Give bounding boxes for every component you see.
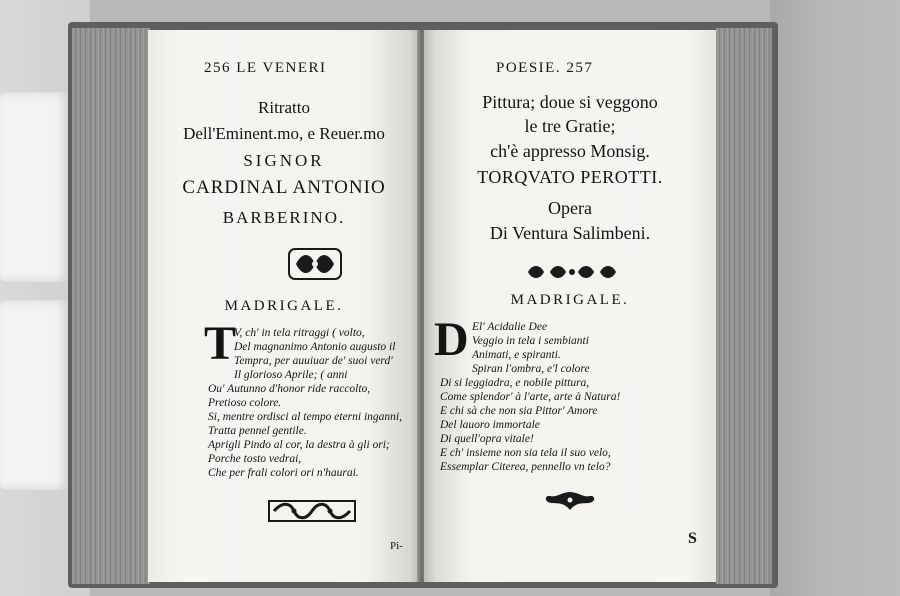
- right-section-title: MADRIGALE.: [510, 292, 630, 308]
- right-page-header: POESIE. 257: [496, 60, 594, 76]
- right-title-line-6: Di Ventura Salimbeni.: [489, 223, 651, 243]
- right-verse-line-4: Spiran l'ombra, e'l colore: [472, 363, 590, 375]
- left-drop-cap: T: [204, 317, 237, 370]
- right-verse-line-8: Del lauoro immortale: [440, 419, 540, 431]
- left-title-line-5: BARBERINO.: [222, 208, 346, 227]
- left-page-header: 256 LE VENERI: [204, 60, 327, 76]
- left-verse-line-7: Si, mentre ordisci al tempo eterni inganni,: [208, 411, 402, 423]
- right-verse-line-9: Di quell'opra vitale!: [440, 433, 534, 445]
- left-title-line-3: SIGNOR: [243, 151, 325, 170]
- left-verse-line-9: Aprigli Pindo al cor, la destra à gli ori;: [208, 439, 390, 451]
- signature-mark: S: [688, 530, 697, 547]
- right-verse-line-7: E chi sà che non sia Pittor' Amore: [440, 405, 598, 417]
- page-edges-left: [72, 28, 150, 584]
- right-title-line-3: ch'è appresso Monsig.: [490, 141, 650, 161]
- left-verse-line-2: Del magnanimo Antonio augusto il: [234, 341, 396, 353]
- background-surface-right: [770, 0, 900, 596]
- foam-support-upper: [0, 92, 70, 282]
- vine-ornament-icon: [268, 500, 356, 522]
- left-catchword: Pi-: [390, 540, 403, 552]
- left-verse-line-4: Il glorioso Aprile; ( anni: [234, 369, 348, 381]
- right-verse-line-2: Veggio in tela i sembianti: [472, 335, 589, 347]
- left-title-line-4: CARDINAL ANTONIO: [182, 177, 386, 198]
- left-title-line-1: Ritratto: [258, 98, 310, 117]
- right-title-line-4: TORQVATO PEROTTI.: [477, 167, 663, 187]
- fleuron-ornament-icon: [288, 248, 342, 280]
- right-title-line-2: le tre Gratie;: [524, 116, 616, 136]
- right-verse-line-5: Di si leggiadra, e nobile pittura,: [440, 377, 590, 389]
- right-verse-line-10: E ch' insieme non sia tela il suo velo,: [440, 447, 611, 459]
- floral-band-ornament-icon: [524, 262, 620, 282]
- right-drop-cap: D: [434, 313, 469, 366]
- left-verse-line-6: Pretioso colore.: [208, 397, 282, 409]
- right-title-line-1: Pittura; doue si veggono: [482, 92, 658, 112]
- right-title-line-5: Opera: [548, 198, 592, 218]
- left-verse-line-5: Ou' Autunno d'honor ride raccolto,: [208, 383, 371, 395]
- left-verse-line-8: Tratta pennel gentile.: [208, 425, 307, 437]
- page-edges-right: [716, 28, 772, 584]
- left-page: [148, 30, 420, 582]
- right-verse-line-11: Essemplar Citerea, pennello vn telo?: [440, 461, 611, 473]
- left-verse-line-11: Che per frali colori ori n'haurai.: [208, 467, 359, 479]
- left-verse-line-1: V, ch' in tela ritraggi ( volto,: [234, 327, 365, 339]
- foam-support-lower: [0, 300, 70, 490]
- right-verse-line-6: Come splendor' à l'arte, arte à Natura!: [440, 391, 621, 403]
- right-verse-line-1: El' Acidalie Dee: [472, 321, 548, 333]
- right-verse-line-3: Animati, e spiranti.: [472, 349, 561, 361]
- right-page: [424, 30, 716, 582]
- left-verse-line-3: Tempra, per auuiuar de' suoi verd': [234, 355, 393, 367]
- left-verse-line-10: Porche tosto vedrai,: [208, 453, 302, 465]
- scroll-ornament-icon: [542, 488, 598, 514]
- left-title-line-2: Dell'Eminent.mo, e Reuer.mo: [183, 124, 385, 143]
- left-section-title: MADRIGALE.: [224, 298, 344, 314]
- open-book: [68, 22, 778, 588]
